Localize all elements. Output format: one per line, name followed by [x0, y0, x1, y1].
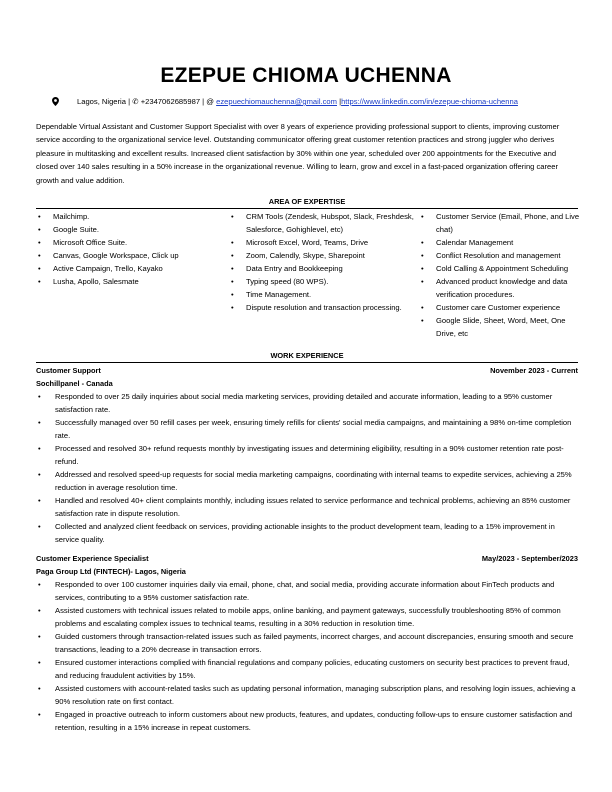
expertise-column-3	[419, 210, 584, 340]
list-item: • Advanced product knowledge and data verification procedures.	[419, 275, 584, 301]
list-item: • Processed and resolved 30+ refund requests monthly by investigating issues and determining eligibility, resulting in a 90% customer retention rate post-refund.	[36, 442, 578, 468]
list-item: • Typing speed (80 WPS).	[229, 275, 414, 288]
list-item: • Responded to over 25 daily inquiries about social media marketing services, providing detailed and accurate information, leading to a 95% customer satisfaction rate.	[36, 390, 578, 416]
divider	[36, 208, 578, 209]
list-item: • Mailchimp.	[36, 210, 226, 223]
list-item: • Time Management.	[229, 288, 414, 301]
list-item: • Google Suite.	[36, 223, 226, 236]
list-item: • Handled and resolved 40+ client complaints monthly, including issues related to service performance and technical problems, achieving an 85% customer satisfaction rate in dispute resolution.	[36, 494, 578, 520]
phone-icon: ✆	[132, 97, 139, 106]
job-role: Customer Experience Specialist	[36, 554, 149, 563]
email-link[interactable]: ezepuechiomauchenna@gmail.com	[216, 97, 337, 106]
list-item: • Microsoft Office Suite.	[36, 236, 226, 249]
list-item: • Collected and analyzed client feedback on services, providing actionable insights to the product development team, leading to a 15% improvement in service quality.	[36, 520, 578, 546]
list-item: • Assisted customers with technical issues related to mobile apps, online banking, and payment gateways, successfully troubleshooting 85% of common problems and escalating complex issues to technical teams, resulting in a 30% reduction in resolution time.	[36, 604, 578, 630]
divider	[36, 362, 578, 363]
job-dates: November 2023 - Current	[490, 366, 578, 375]
job-role: Customer Support	[36, 366, 101, 375]
list-item: • Successfully managed over 50 refill cases per week, ensuring timely refills for clients' social media campaigns, and maintaining a 98% on-time completion rate.	[36, 416, 578, 442]
list-item: • Microsoft Excel, Word, Teams, Drive	[229, 236, 414, 249]
linkedin-link[interactable]: https://www.linkedin.com/in/ezepue-chioma-uchenna	[341, 97, 518, 106]
section-title-expertise: AREA OF EXPERTISE	[268, 197, 346, 206]
contact-line	[52, 97, 592, 106]
list-item: • Assisted customers with account-related tasks such as updating personal information, managing subscription plans, and resolving login issues, achieving a 90% resolution rate on first contact.	[36, 682, 578, 708]
list-item: • Engaged in proactive outreach to inform customers about new products, features, and updates, conducting follow-ups to ensure customer satisfaction and retention, resulting in a 15% increase in repeat customers.	[36, 708, 578, 734]
job-dates: May/2023 - September/2023	[481, 554, 578, 563]
separator: |	[202, 97, 205, 106]
list-item: • Cold Calling & Appointment Scheduling	[419, 262, 584, 275]
list-item: • Lusha, Apollo, Salesmate	[36, 275, 226, 288]
list-item: • Calendar Management	[419, 236, 584, 249]
email-icon: @	[206, 97, 214, 106]
list-item: • Dispute resolution and transaction processing.	[229, 301, 414, 314]
section-title-experience: WORK EXPERIENCE	[270, 351, 344, 360]
list-item: • Zoom, Calendly, Skype, Sharepoint	[229, 249, 414, 262]
list-item: • Google Slide, Sheet, Word, Meet, One Drive, etc	[419, 314, 584, 340]
list-item: • Addressed and resolved speed-up requests for social media marketing campaigns, coordinating with internal teams to expedite services, achieving a 25% reduction in average resolution time.	[36, 468, 578, 494]
list-item: • CRM Tools (Zendesk, Hubspot, Slack, Freshdesk, Salesforce, Gohighlevel, etc)	[229, 210, 414, 236]
job-company: Paga Group Ltd (FINTECH)- Lagos, Nigeria	[36, 567, 186, 576]
job-entry	[36, 552, 578, 734]
phone: +2347062685987	[140, 97, 201, 106]
resume-name: EZEPUE CHIOMA UCHENNA	[160, 64, 452, 87]
separator: |	[339, 97, 342, 106]
expertise-column-2	[229, 210, 414, 314]
list-item: • Customer Service (Email, Phone, and Live chat)	[419, 210, 584, 236]
job-company: Sochillpanel - Canada	[36, 379, 113, 388]
list-item: • Customer care Customer experience	[419, 301, 584, 314]
separator: |	[128, 97, 131, 106]
summary: Dependable Virtual Assistant and Customer Support Specialist with over 8 years of experience providing professional support to clients, improving customer service according to the organizational service level. Outstanding communicator offering great customer retention practices and strong juggler who derives pleasure in multitasking and excellent results. Increased client satisfaction by 30% within one year, scheduled over 200 appointments for the Executive and closed over 140 sales resulting in a 50% increase in the organizational revenue. Willing to learn, grow and excel in a fast-paced organization offering career growth and value addition.	[36, 122, 560, 185]
location-pin-icon	[52, 97, 59, 106]
list-item: • Data Entry and Bookkeeping	[229, 262, 414, 275]
list-item: • Responded to over 100 customer inquiries daily via email, phone, chat, and social media, providing accurate information about FinTech products and services, contributing to a 95% customer satisfaction rate.	[36, 578, 578, 604]
list-item: • Conflict Resolution and management	[419, 249, 584, 262]
list-item: • Canvas, Google Workspace, Click up	[36, 249, 226, 262]
expertise-column-1	[36, 210, 226, 288]
list-item: • Guided customers through transaction-related issues such as failed payments, incorrect charges, and account discrepancies, ensuring smooth and secure transactions, leading to a 20% decrease in transaction errors.	[36, 630, 578, 656]
list-item: • Active Campaign, Trello, Kayako	[36, 262, 226, 275]
location: Lagos, Nigeria	[77, 97, 126, 106]
job-entry	[36, 364, 578, 546]
list-item: • Ensured customer interactions complied with financial regulations and company policies, educating customers on security best practices to prevent fraud, and reducing fraudulent activities by 15%.	[36, 656, 578, 682]
